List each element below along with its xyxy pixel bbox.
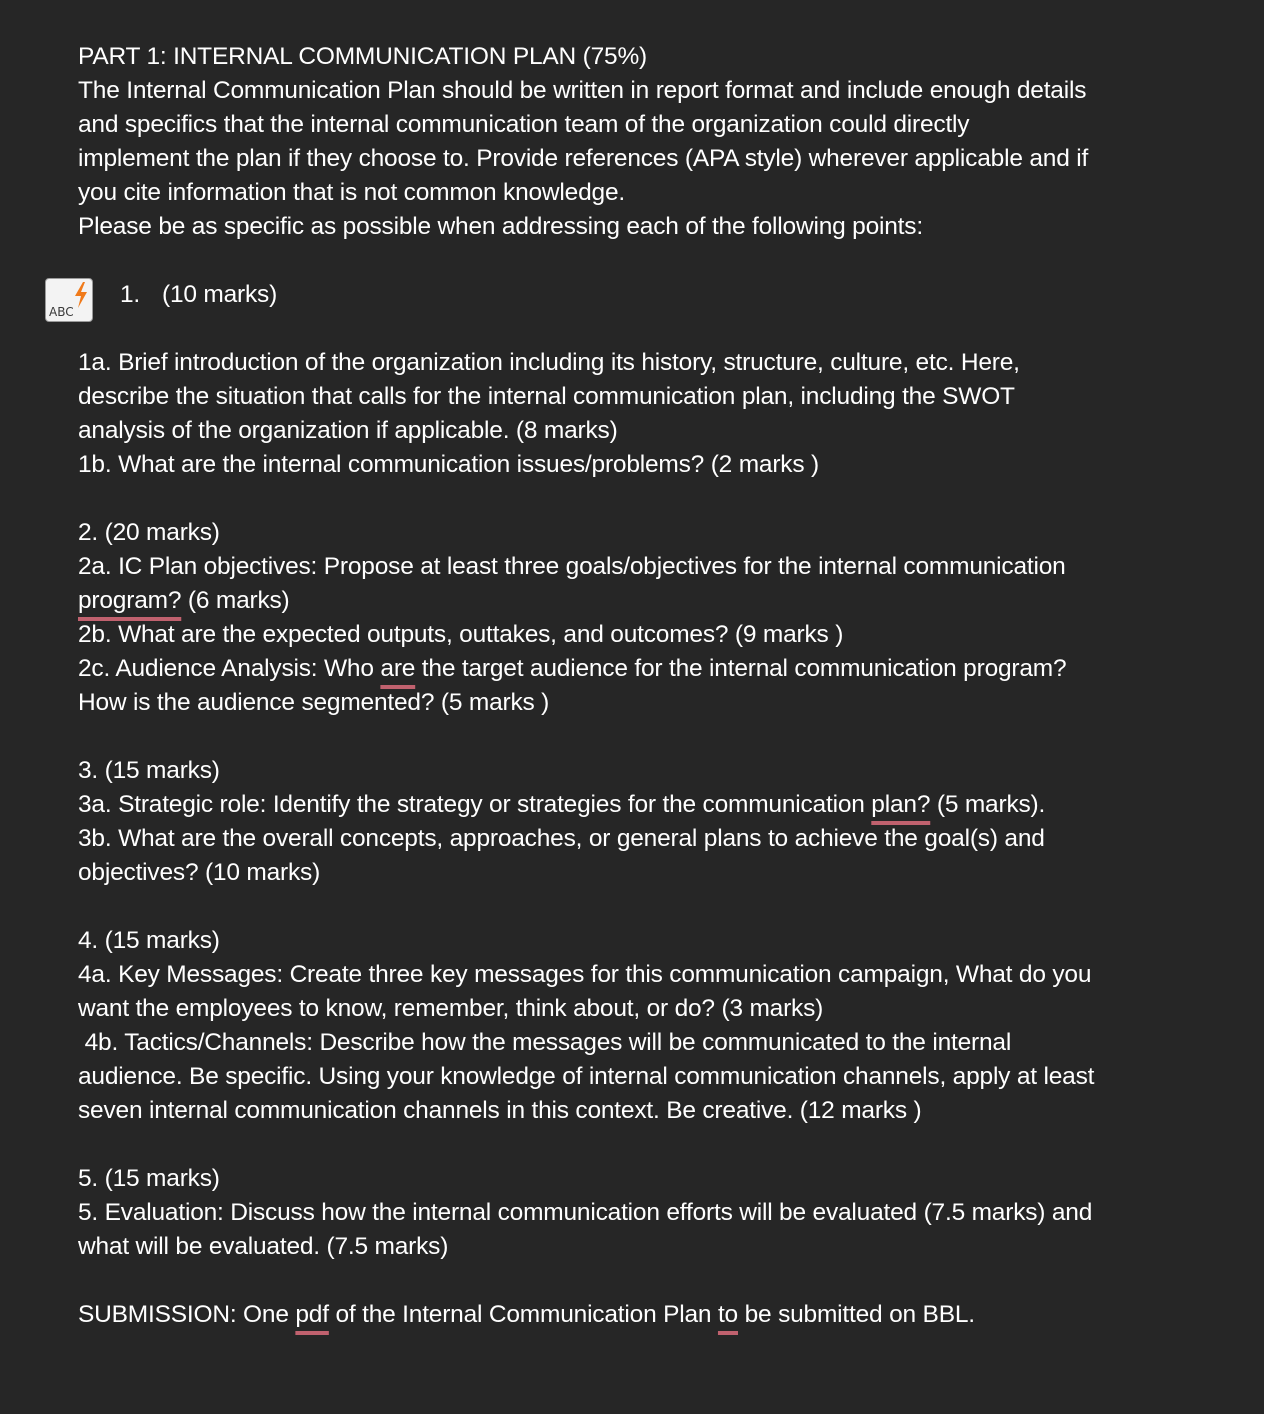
section-5-heading: 5. (15 marks) xyxy=(78,1165,220,1192)
section-4 xyxy=(78,924,1188,1128)
section-4a-line-1: 4a. Key Messages: Create three key messages for this communication campaign, What do you xyxy=(78,961,1092,988)
section-2a-line-1: 2a. IC Plan objectives: Propose at least three goals/objectives for the internal communication xyxy=(78,553,1066,580)
intro-line-1: The Internal Communication Plan should be written in report format and include enough details xyxy=(78,77,1087,104)
section-5-line-1: 5. Evaluation: Discuss how the internal communication efforts will be evaluated (7.5 marks) and xyxy=(78,1199,1093,1226)
spellcheck-button[interactable] xyxy=(45,278,93,322)
section-2a-line-2 xyxy=(78,584,1188,618)
intro-line-5: Please be as specific as possible when addressing each of the following points: xyxy=(78,213,923,240)
section-4-heading: 4. (15 marks) xyxy=(78,927,220,954)
section-3b-line-1: 3b. What are the overall concepts, approaches, or general plans to achieve the goal(s) and xyxy=(78,825,1045,852)
intro-line-4: you cite information that is not common knowledge. xyxy=(78,179,625,206)
section-1-body xyxy=(78,346,1188,482)
section-3-heading: 3. (15 marks) xyxy=(78,757,220,784)
section-1-marks: (10 marks) xyxy=(162,281,278,308)
intro-paragraph xyxy=(78,40,1188,244)
intro-line-3: implement the plan if they choose to. Provide references (APA style) wherever applicable and if xyxy=(78,145,1089,172)
section-4b-line-2: audience. Be specific. Using your knowledge of internal communication channels, apply at least xyxy=(78,1063,1095,1090)
submission-line xyxy=(78,1298,1188,1332)
section-2b-line: 2b. What are the expected outputs, outtakes, and outcomes? (9 marks ) xyxy=(78,621,844,648)
section-3 xyxy=(78,754,1188,890)
section-3a-pre: 3a. Strategic role: Identify the strategy or strategies for the communication xyxy=(78,791,872,818)
submission-pre: SUBMISSION: One xyxy=(78,1301,296,1328)
spelling-flag-program[interactable]: program? xyxy=(78,587,182,614)
section-2c-line-2: How is the audience segmented? (5 marks ) xyxy=(78,689,550,716)
section-3a-line xyxy=(78,788,1188,822)
section-2-heading: 2. (20 marks) xyxy=(78,519,220,546)
submission-mid: of the Internal Communication Plan xyxy=(328,1301,718,1328)
section-1b-line: 1b. What are the internal communication issues/problems? (2 marks ) xyxy=(78,451,819,478)
section-4b-line-3: seven internal communication channels in this context. Be creative. (12 marks ) xyxy=(78,1097,922,1124)
section-3b-line-2: objectives? (10 marks) xyxy=(78,859,321,886)
submission-post: be submitted on BBL. xyxy=(738,1301,975,1328)
intro-line-2: and specifics that the internal communication team of the organization could directly xyxy=(78,111,970,138)
section-2 xyxy=(78,516,1188,720)
grammar-flag-to[interactable]: to xyxy=(717,1301,738,1328)
grammar-flag-are[interactable]: are xyxy=(380,655,416,682)
spelling-flag-pdf[interactable]: pdf xyxy=(295,1301,329,1328)
grammar-flag-plan[interactable]: plan? xyxy=(871,791,931,818)
section-5-line-2: what will be evaluated. (7.5 marks) xyxy=(78,1233,449,1260)
section-3a-post: (5 marks). xyxy=(930,791,1046,818)
section-2c-post: the target audience for the internal communication program? xyxy=(415,655,1067,682)
submission xyxy=(78,1298,1188,1332)
lightning-icon xyxy=(74,282,88,308)
section-1a-line-3: analysis of the organization if applicable. (8 marks) xyxy=(78,417,618,444)
section-2c-line-1 xyxy=(78,652,1188,686)
section-4b-line-1: 4b. Tactics/Channels: Describe how the messages will be communicated to the internal xyxy=(78,1029,1012,1056)
section-1a-line-2: describe the situation that calls for the internal communication plan, including the SWOT xyxy=(78,383,1015,410)
section-4a-line-2: want the employees to know, remember, think about, or do? (3 marks) xyxy=(78,995,824,1022)
spellcheck-label: ABC xyxy=(49,305,74,319)
document-body xyxy=(49,40,1188,1332)
section-2a-line-2-rest: (6 marks) xyxy=(181,587,290,614)
section-5 xyxy=(78,1162,1188,1264)
list-number: 1. xyxy=(120,281,141,308)
section-1a-line-1: 1a. Brief introduction of the organization including its history, structure, culture, etc. Here, xyxy=(78,349,1020,376)
section-1-heading xyxy=(49,278,1188,319)
section-2c-pre: 2c. Audience Analysis: Who xyxy=(78,655,381,682)
page-title: PART 1: INTERNAL COMMUNICATION PLAN (75%) xyxy=(78,43,648,70)
